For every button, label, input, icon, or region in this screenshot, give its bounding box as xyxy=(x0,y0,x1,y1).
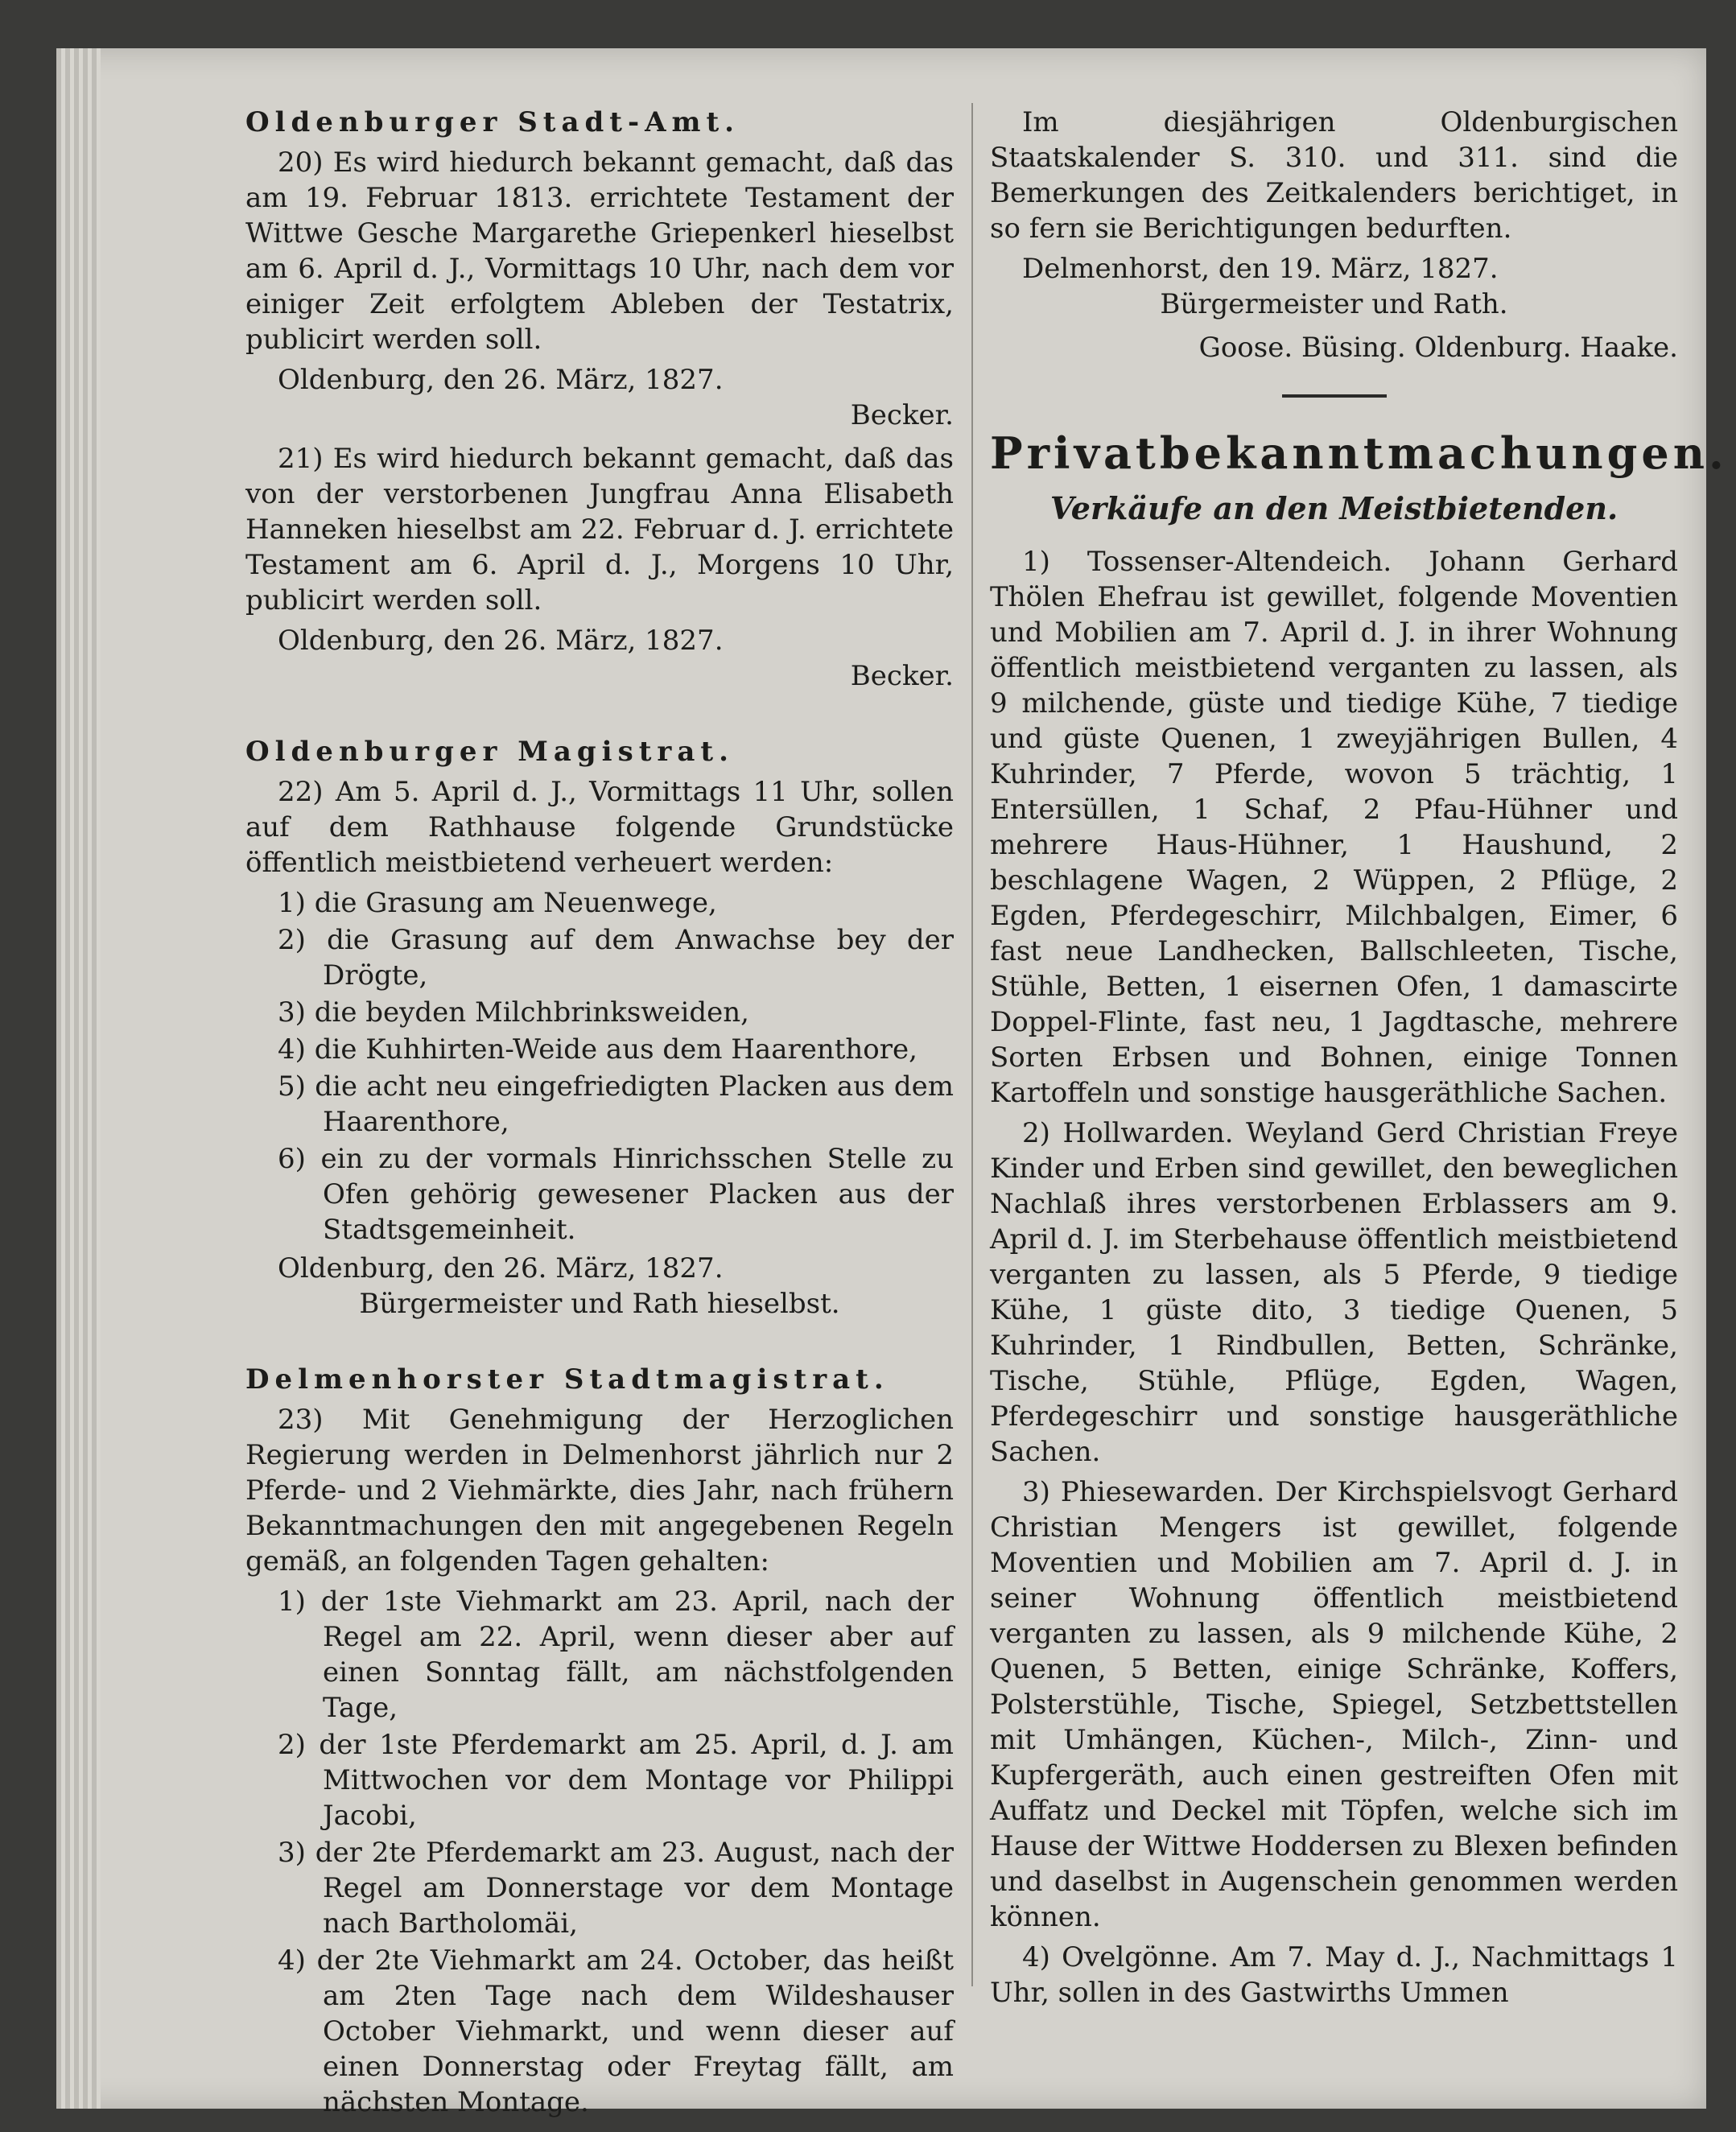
column-divider xyxy=(971,103,973,1986)
list-item: 1) die Grasung am Neuenwege, xyxy=(278,887,717,919)
privatbekanntmachungen-heading: Privatbekanntmachungen. xyxy=(990,427,1728,479)
page-stack-edge xyxy=(56,48,101,2109)
notice-22-signature: Bürgermeister und Rath hieselbst. xyxy=(359,1288,840,1320)
notice-21-signature: Becker. xyxy=(850,660,954,692)
sale-notice-3: 3) Phiesewarden. Der Kirchspielsvogt Gerhard Christian Mengers ist gewillet, folgende Moventien und Mobilien am 7. April d. J. in seiner Wohnung öffentlich meistbietend verganten zu lassen, als 9 milchende Kühe, 2 Quenen, 5 Betten, einige Schränke, Koffers, Polsterstühle, Tische, Spiegel, Setzbettstellen mit Umhängen, Küchen-, Milch-, Zinn- und Kupfergeräth, auch einen gestreiften Ofen mit Auffatz und Deckel mit Töpfen, welche sich im Hause der Wittwe Hoddersen zu Blexen befinden und daselbst in Augenschein genommen werden können. xyxy=(990,1476,1678,1933)
notice-20-date: Oldenburg, den 26. März, 1827. xyxy=(278,364,724,396)
right-column xyxy=(990,105,1728,2015)
section-heading-stadtmagistrat: Delmenhorster Stadtmagistrat. xyxy=(245,1363,889,1396)
staatskalender-signatories: Goose. Büsing. Oldenburg. Haake. xyxy=(1198,332,1678,364)
sale-notice-2: 2) Hollwarden. Weyland Gerd Christian Freye Kinder und Erben sind gewillet, den beweglichen Nachlaß ihres verstorbenen Erblassers am 9. April d. J. im Sterbehause öffentlich meistbietend verganten zu lassen, als 5 Pferde, 9 tiedige Kühe, 1 güste dito, 3 tiedige Quenen, 5 Kuhrinder, 1 Rindbullen, Betten, Schränke, Tische, Stühle, Pflüge, Egden, Wagen, Pferdegeschirr und sonstige hausgeräthliche Sachen. xyxy=(990,1117,1678,1468)
notice-21: 21) Es wird hiedurch bekannt gemacht, daß das von der verstorbenen Jungfrau Anna Elisabeth Hanneken hieselbst am 22. Februar d. J. errichtete Testament am 6. April d. J., Morgens 10 Uhr, publicirt werden soll. xyxy=(245,443,954,617)
list-item: 3) der 2te Pferdemarkt am 23. August, nach der Regel am Donnerstage vor dem Montage nach Bartholomäi, xyxy=(278,1837,954,1940)
notice-22-intro: 22) Am 5. April d. J., Vormittags 11 Uhr, sollen auf dem Rathhause folgende Grundstücke öffentlich meistbietend verheuert werden: xyxy=(245,776,954,879)
section-rule xyxy=(1282,394,1387,398)
notice-22-list xyxy=(278,885,954,1247)
notice-23-list xyxy=(278,1584,954,2120)
list-item: 3) die beyden Milchbrinksweiden, xyxy=(278,996,749,1029)
list-item: 5) die acht neu eingefriedigten Placken aus dem Haarenthore, xyxy=(278,1070,954,1138)
list-item: 4) die Kuhhirten-Weide aus dem Haarenthore, xyxy=(278,1033,917,1066)
staatskalender-signature: Bürgermeister und Rath. xyxy=(1160,288,1508,320)
staatskalender-date: Delmenhorst, den 19. März, 1827. xyxy=(1022,253,1499,285)
staatskalender-notice: Im diesjährigen Oldenburgischen Staatskalender S. 310. und 311. sind die Bemerkungen des Zeitkalenders berichtiget, in so fern sie Berichtigungen bedurften. xyxy=(990,106,1678,245)
list-item: 4) der 2te Viehmarkt am 24. October, das heißt am 2ten Tage nach dem Wildeshauser October Viehmarkt, und wenn dieser auf einen Donnerstag oder Freytag fällt, am nächsten Montage. xyxy=(278,1944,954,2118)
verkaeufe-subheading: Verkäufe an den Meistbietenden. xyxy=(1049,490,1618,526)
sale-notice-1: 1) Tossenser-Altendeich. Johann Gerhard Thölen Ehefrau ist gewillet, folgende Moventien und Mobilien am 7. April d. J. in ihrer Wohnung öffentlich meistbietend verganten zu lassen, als 9 milchende, güste und tiedige Kühe, 7 tiedige und güste Quenen, 1 zweyjährigen Bullen, 4 Kuhrinder, 7 Pferde, wovon 5 trächtig, 1 Entersüllen, 1 Schaf, 2 Pfau-Hühner und mehrere Haus-Hühner, 1 Haushund, 2 beschlagene Wagen, 2 Wüppen, 2 Pflüge, 2 Egden, Pferdegeschirr, Milchbalgen, Eimer, 6 fast neue Landhecken, Ballschleeten, Tische, Stühle, Betten, 1 eisernen Ofen, 1 damascirte Doppel-Flinte, fast neu, 1 Jagdtasche, mehrere Sorten Erbsen und Bohnen, einige Tonnen Kartoffeln und sonstige hausgeräthliche Sachen. xyxy=(990,546,1678,1109)
list-item: 6) ein zu der vormals Hinrichsschen Stelle zu Ofen gehörig gewesener Placken aus der Stadtsgemeinheit. xyxy=(278,1143,954,1246)
notice-20-signature: Becker. xyxy=(850,399,954,431)
list-item: 2) der 1ste Pferdemarkt am 25. April, d. J. am Mittwochen vor dem Montage vor Philippi Jacobi, xyxy=(278,1729,954,1832)
notice-23-intro: 23) Mit Genehmigung der Herzoglichen Regierung werden in Delmenhorst jährlich nur 2 Pferde- und 2 Viehmärkte, dies Jahr, nach frühern Bekanntmachungen den mit angegebenen Regeln gemäß, an folgenden Tagen gehalten: xyxy=(245,1404,954,1577)
list-item: 1) der 1ste Viehmarkt am 23. April, nach der Regel am 22. April, wenn dieser aber auf einen Sonntag fällt, am nächstfolgenden Tage, xyxy=(278,1586,954,1724)
list-item: 2) die Grasung auf dem Anwachse bey der Drögte, xyxy=(278,924,954,992)
notice-22-date: Oldenburg, den 26. März, 1827. xyxy=(278,1252,724,1285)
notice-21-date: Oldenburg, den 26. März, 1827. xyxy=(278,625,724,657)
section-heading-stadt-amt: Oldenburger Stadt-Amt. xyxy=(245,106,740,138)
sale-notice-4: 4) Ovelgönne. Am 7. May d. J., Nachmittags 1 Uhr, sollen in des Gastwirths Ummen xyxy=(990,1941,1678,2009)
notice-20: 20) Es wird hiedurch bekannt gemacht, daß das am 19. Februar 1813. errichtete Testament der Wittwe Gesche Margarethe Griepenkerl hieselbst am 6. April d. J., Vormittags 10 Uhr, nach dem vor einiger Zeit erfolgtem Ableben der Testatrix, publicirt werden soll. xyxy=(245,146,954,356)
section-gap xyxy=(245,702,954,734)
left-column xyxy=(245,105,954,2122)
section-gap xyxy=(245,1330,954,1362)
section-heading-magistrat: Oldenburger Magistrat. xyxy=(245,736,734,768)
